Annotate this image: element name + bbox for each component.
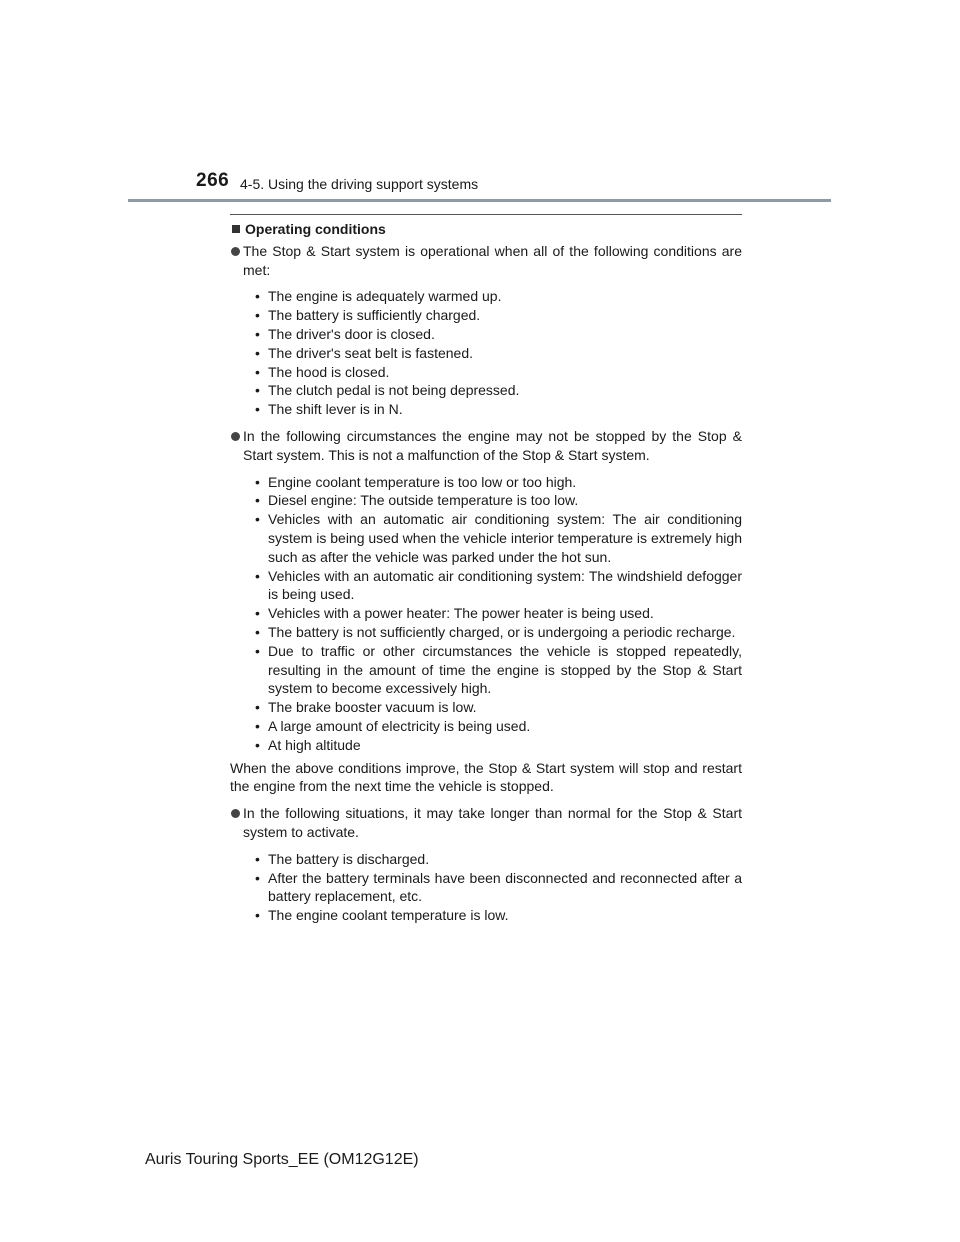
list-item [230,698,742,717]
bullet-dot-icon: • [255,473,260,490]
content-divider [230,214,742,215]
list-item-text: After the battery terminals have been disconnected and reconnected after a battery replacement, etc. [268,869,742,905]
bullet-dot-icon: • [255,288,260,305]
circle-bullet-item [230,242,742,280]
list-item [230,510,742,566]
condition-list [230,242,742,925]
condition-group [230,804,742,925]
list-item-text: The engine is adequately warmed up. [268,288,502,305]
list-item-text: The brake booster vacuum is low. [268,699,477,716]
list-item [230,869,742,907]
list-item-text: Vehicles with an automatic air conditioning system: The air conditioning system is being used when the vehicle interior temperature is extremely high such as after the vehicle was parked under the hot sun. [268,511,742,565]
list-item-text: Vehicles with an automatic air conditioning system: The windshield defogger is being used. [268,567,742,603]
section-heading [230,220,742,239]
list-item [230,906,742,925]
list-item [230,491,742,510]
bullet-dot-icon: • [255,567,260,584]
list-item-text: The driver's seat belt is fastened. [268,344,473,361]
list-item-text: The hood is closed. [268,363,390,380]
list-item [230,400,742,419]
list-item-text: Due to traffic or other circumstances the vehicle is stopped repeatedly, resulting in the amount of time the engine is stopped by the Stop & Start system to become excessively high. [268,642,742,697]
bullet-dot-icon: • [255,344,260,361]
bullet-dot-icon: • [255,623,260,640]
bullet-dot-icon: • [255,363,260,380]
bullet-dot-icon: • [255,325,260,342]
bullet-dot-icon: • [255,401,260,418]
list-item [230,736,742,755]
sub-bullet-list [230,850,742,925]
bullet-dot-icon: • [255,642,260,659]
list-item [230,287,742,306]
square-bullet-icon [232,225,240,233]
list-item-text: The engine coolant temperature is low. [268,907,509,924]
circle-bullet-icon [231,809,240,818]
page-number: 266 [196,170,230,191]
list-item [230,381,742,400]
list-item [230,850,742,869]
bullet-dot-icon: • [255,869,260,886]
bullet-dot-icon: • [255,736,260,753]
list-item [230,623,742,642]
bullet-dot-icon: • [255,907,260,924]
condition-group [230,242,742,419]
sub-bullet-list [230,287,742,419]
bullet-dot-icon: • [255,605,260,622]
sub-bullet-list [230,473,742,755]
list-item-text: A large amount of electricity is being used. [268,717,531,734]
follow-up-paragraph: When the above conditions improve, the Stop & Start system will stop and restart the engine from the next time the vehicle is stopped. [230,759,742,795]
circle-bullet-item [230,804,742,842]
heading-text: Operating conditions [245,221,386,237]
list-item-text: The battery is not sufficiently charged, or is undergoing a periodic recharge. [268,623,736,640]
condition-group [230,427,742,796]
header-divider [128,199,831,202]
bullet-dot-icon: • [255,850,260,867]
bullet-dot-icon: • [255,492,260,509]
bullet-dot-icon: • [255,382,260,399]
list-item [230,604,742,623]
main-content [230,220,742,933]
item-text: In the following circumstances the engine may not be stopped by the Stop & Start system. This is not a malfunction of the Stop & Start system. [243,427,742,463]
item-text: The Stop & Start system is operational when all of the following conditions are met: [243,242,742,278]
list-item-text: At high altitude [268,736,361,753]
list-item-text: The battery is sufficiently charged. [268,307,481,324]
list-item [230,717,742,736]
list-item [230,642,742,698]
footer-model-code: Auris Touring Sports_EE (OM12G12E) [145,1151,419,1168]
list-item [230,567,742,605]
bullet-dot-icon: • [255,699,260,716]
list-item [230,363,742,382]
list-item-text: Engine coolant temperature is too low or too high. [268,473,577,490]
list-item-text: Vehicles with a power heater: The power heater is being used. [268,605,654,622]
circle-bullet-icon [231,247,240,256]
bullet-dot-icon: • [255,307,260,324]
list-item [230,325,742,344]
item-text: In the following situations, it may take longer than normal for the Stop & Start system to activate. [243,805,742,840]
list-item-text: The battery is discharged. [268,850,430,867]
list-item [230,344,742,363]
list-item-text: The shift lever is in N. [268,401,403,418]
bullet-dot-icon: • [255,511,260,528]
list-item-text: The driver's door is closed. [268,325,435,342]
list-item-text: The clutch pedal is not being depressed. [268,382,520,399]
bullet-dot-icon: • [255,717,260,734]
list-item [230,473,742,492]
section-title: 4-5. Using the driving support systems [240,176,479,192]
list-item [230,306,742,325]
list-item-text: Diesel engine: The outside temperature is too low. [268,492,579,509]
circle-bullet-item [230,427,742,465]
circle-bullet-icon [231,432,240,441]
